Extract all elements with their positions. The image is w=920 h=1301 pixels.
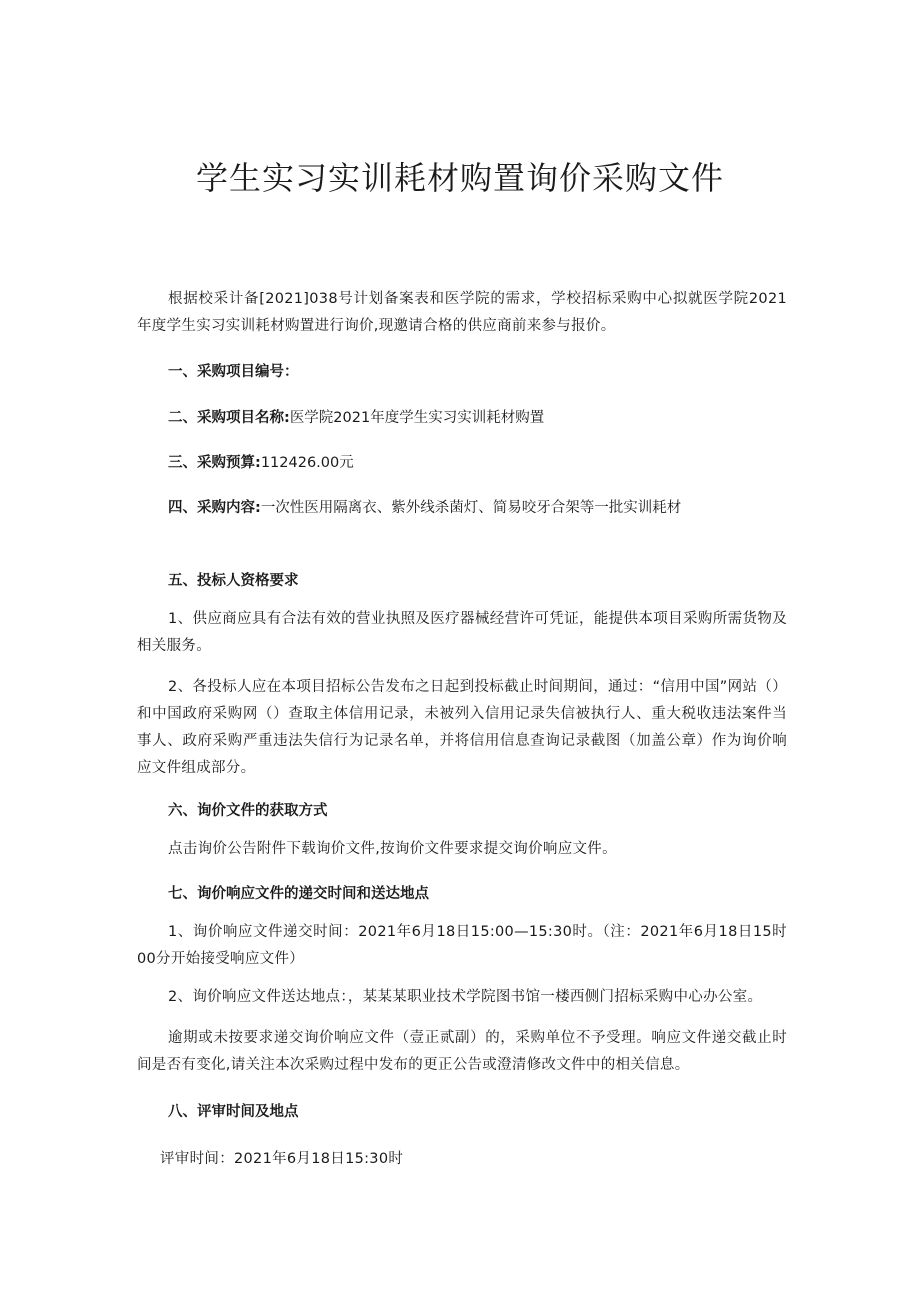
section-1-label: 一、采购项目编号： [168,364,299,380]
section-3-value: 112426.00元 [260,455,354,471]
section-5-heading [168,570,299,592]
section-6-paragraph-1: 点击询价公告附件下载询价文件,按询价文件要求提交询价响应文件。 [168,841,617,857]
section-3-heading [168,452,354,474]
section-6-heading [168,800,328,822]
section-5-paragraph-2: 2、各投标人应在本项目招标公告发布之日起到投标截止时间期间，通过：“信用中国”网站（）和中国政府采购网（）查取主体信用记录，未被列入信用记录失信被执行人、重大税收违法案件当事人、政府采购严重违法失信行为记录名单，并将信用信息查询记录截图（加盖公章）作为询价响应文件组成部分。 [137,679,787,776]
section-3-label: 三、采购预算: [168,455,261,471]
section-7-paragraph-1: 1、询价响应文件递交时间：2021年6月18日15:00—15:30时。（注：2021年6月18日15时00分开始接受响应文件） [137,924,787,967]
intro-paragraph: 根据校采计备[2021]038号计划备案表和医学院的需求，学校招标采购中心拟就医学院2021年度学生实习实训耗材购置进行询价,现邀请合格的供应商前来参与报价。 [137,291,787,334]
section-4-label: 四、采购内容: [168,500,261,516]
section-8-label: 八、评审时间及地点 [168,1104,299,1120]
section-6-label: 六、询价文件的获取方式 [168,803,328,819]
section-7-paragraph-2: 2、询价响应文件送达地点：，某某某职业技术学院图书馆一楼西侧门招标采购中心办公室。 [168,989,763,1005]
section-1-heading [168,361,299,383]
section-2-label: 二、采购项目名称: [168,410,290,426]
document-title: 学生实习实训耗材购置询价采购文件 [195,159,724,197]
section-7-heading [168,883,429,905]
section-4-value: 一次性医用隔离衣、紫外线杀菌灯、简易咬牙合架等一批实训耗材 [260,500,682,516]
section-4-heading [168,497,681,519]
section-7-paragraph-3: 逾期或未按要求递交询价响应文件（壹正贰副）的，采购单位不予受理。响应文件递交截止时间是否有变化,请关注本次采购过程中发布的更正公告或澄清修改文件中的相关信息。 [137,1030,787,1073]
section-8-heading [168,1101,299,1123]
section-8-paragraph-1: 评审时间：2021年6月18日15:30时 [160,1151,404,1167]
section-5-label: 五、投标人资格要求 [168,573,299,589]
section-5-paragraph-1: 1、供应商应具有合法有效的营业执照及医疗器械经营许可凭证，能提供本项目采购所需货物及相关服务。 [137,611,787,654]
section-2-heading [168,407,544,429]
section-2-value: 医学院2021年度学生实习实训耗材购置 [289,410,545,426]
section-7-label: 七、询价响应文件的递交时间和送达地点 [168,886,429,902]
